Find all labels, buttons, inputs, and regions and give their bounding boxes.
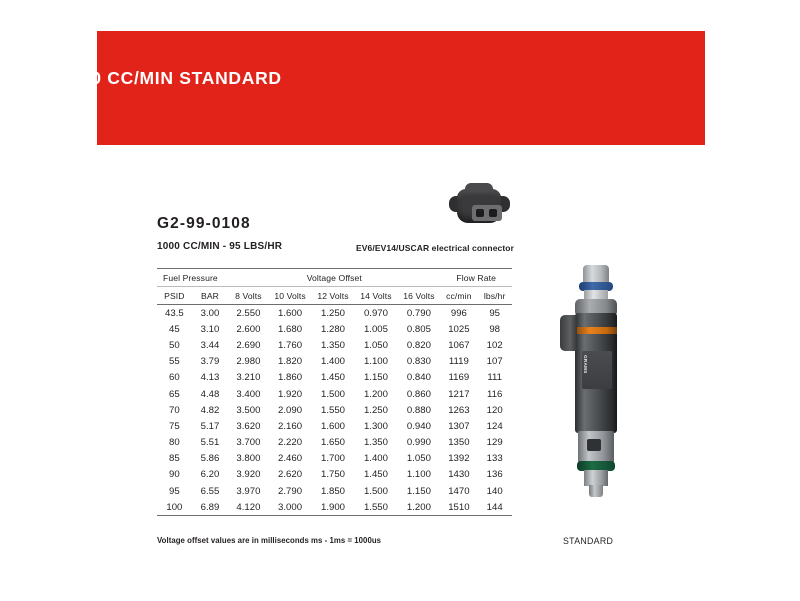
table-row [157, 451, 512, 467]
cell-8v: 4.120 [228, 499, 268, 516]
cell-lbshr: 129 [486, 437, 503, 449]
column-header-10-volts: 10 Volts [269, 287, 312, 305]
cell-8v: 2.550 [236, 307, 261, 319]
cell-10v: 2.460 [278, 453, 303, 465]
cell-bar: 4.82 [200, 404, 220, 416]
cell-14v: 1.400 [363, 453, 388, 465]
cell-bar: 6.55 [200, 485, 220, 497]
cell-12v: 1.280 [321, 323, 346, 335]
cell-10v: 1.920 [278, 388, 303, 400]
table-row [157, 499, 512, 516]
cell-14v: 1.350 [363, 437, 388, 449]
cell-16v: 0.840 [406, 372, 431, 384]
cell-12v: 1.850 [321, 485, 346, 497]
cell-16v: 0.860 [406, 388, 431, 400]
cell-14v: 1.250 [363, 404, 388, 416]
cell-10v: 1.680 [278, 323, 303, 335]
cell-bar: 4.13 [200, 372, 220, 384]
table-row [157, 305, 512, 322]
spec-table-body [157, 305, 512, 516]
table-row [157, 483, 512, 499]
injector-image [548, 263, 644, 531]
cell-bar: 6.89 [192, 499, 228, 516]
cell-lbshr: 120 [486, 404, 503, 416]
cell-10v: 1.820 [278, 356, 303, 368]
cell-ccmin: 1470 [448, 485, 470, 497]
cell-12v: 1.400 [321, 356, 346, 368]
group-header-fuel-pressure: Fuel Pressure [157, 269, 228, 287]
injector-tip-nozzle [589, 485, 603, 497]
spec-table [157, 268, 512, 516]
cell-16v: 0.805 [406, 323, 431, 335]
cell-psid: 80 [169, 437, 180, 449]
cell-10v: 3.000 [269, 499, 312, 516]
cell-psid: 55 [169, 356, 180, 368]
table-row [157, 418, 512, 434]
cell-8v: 2.690 [236, 339, 261, 351]
cell-lbshr: 136 [486, 469, 503, 481]
cell-psid: 75 [169, 420, 180, 432]
cell-14v: 1.500 [363, 485, 388, 497]
cell-14v: 1.200 [363, 388, 388, 400]
table-row [157, 435, 512, 451]
cell-14v: 1.100 [363, 356, 388, 368]
column-header-psid: PSID [157, 287, 192, 305]
cell-bar: 5.86 [200, 453, 220, 465]
cell-14v: 1.005 [363, 323, 388, 335]
cell-8v: 2.600 [236, 323, 261, 335]
connector-body [457, 189, 501, 223]
cell-8v: 3.700 [236, 437, 261, 449]
cell-psid: 45 [169, 323, 180, 335]
cell-lbshr: 111 [487, 372, 502, 384]
cell-ccmin: 1169 [448, 372, 470, 384]
cell-14v: 1.150 [363, 372, 388, 384]
cell-16v: 1.150 [406, 485, 431, 497]
cell-psid: 95 [169, 485, 180, 497]
cell-ccmin: 1263 [448, 404, 470, 416]
cell-12v: 1.450 [321, 372, 346, 384]
cell-16v: 0.830 [406, 356, 431, 368]
cell-10v: 1.860 [278, 372, 303, 384]
cell-bar: 5.51 [200, 437, 220, 449]
cell-bar: 6.20 [200, 469, 220, 481]
cell-psid: 65 [169, 388, 180, 400]
injector-top-cap [583, 265, 609, 283]
cell-8v: 3.800 [236, 453, 261, 465]
injector-tip-upper [584, 470, 608, 486]
cell-10v: 2.790 [278, 485, 303, 497]
spec-table-head [157, 269, 512, 305]
cell-12v: 1.500 [321, 388, 346, 400]
cell-ccmin: 1392 [448, 453, 470, 465]
table-row [157, 467, 512, 483]
injector-badge [587, 439, 601, 451]
cell-8v: 3.500 [236, 404, 261, 416]
cell-lbshr: 140 [486, 485, 503, 497]
cell-10v: 2.220 [278, 437, 303, 449]
cell-8v: 3.210 [236, 372, 261, 384]
group-header-flow-rate: Flow Rate [440, 269, 512, 287]
spec-table-wrapper [157, 268, 512, 516]
cell-16v: 0.880 [406, 404, 431, 416]
cell-ccmin: 1119 [448, 356, 469, 368]
cell-bar: 3.10 [200, 323, 220, 335]
cell-10v: 2.090 [278, 404, 303, 416]
column-header-ccmin: cc/min [440, 287, 477, 305]
connector-face [472, 205, 502, 221]
cell-10v: 1.600 [278, 307, 303, 319]
cell-14v: 1.300 [363, 420, 388, 432]
injector-caption: STANDARD [563, 536, 614, 546]
cell-ccmin: 1217 [448, 388, 470, 400]
cell-10v: 2.160 [278, 420, 303, 432]
cell-ccmin: 1510 [440, 499, 477, 516]
cell-lbshr: 107 [486, 356, 503, 368]
cell-ccmin: 996 [450, 307, 467, 319]
electrical-connector-image [449, 183, 511, 231]
cell-12v: 1.650 [321, 437, 346, 449]
column-header-row [157, 287, 512, 305]
injector-brand-label [582, 351, 612, 389]
table-row [157, 386, 512, 402]
cell-14v: 1.450 [363, 469, 388, 481]
table-row [157, 337, 512, 353]
cell-bar: 3.79 [200, 356, 220, 368]
column-header-12-volts: 12 Volts [312, 287, 355, 305]
cell-ccmin: 1307 [448, 420, 470, 432]
cell-16v: 1.050 [406, 453, 431, 465]
page-title: 1000 CC/MIN STANDARD [60, 68, 282, 88]
cell-psid: 43.5 [165, 307, 184, 319]
connector-pin-right [489, 209, 497, 217]
cell-lbshr: 133 [486, 453, 503, 465]
cell-lbshr: 102 [486, 339, 503, 351]
cell-psid: 60 [169, 372, 180, 384]
column-header-bar: BAR [192, 287, 228, 305]
cell-14v: 1.550 [354, 499, 397, 516]
cell-10v: 1.760 [278, 339, 303, 351]
cell-8v: 3.400 [236, 388, 261, 400]
cell-psid: 70 [169, 404, 180, 416]
cell-16v: 1.100 [406, 469, 431, 481]
cell-8v: 3.620 [236, 420, 261, 432]
cell-16v: 0.820 [406, 339, 431, 351]
part-number: G2-99-0108 [157, 215, 251, 232]
cell-bar: 4.48 [200, 388, 220, 400]
injector-retaining-clip [560, 315, 577, 351]
cell-16v: 0.790 [406, 307, 431, 319]
table-row [157, 354, 512, 370]
injector-orange-band [575, 327, 617, 334]
cell-12v: 1.900 [312, 499, 355, 516]
cell-ccmin: 1350 [448, 437, 470, 449]
table-row [157, 370, 512, 386]
column-header-16-volts: 16 Volts [397, 287, 440, 305]
table-footnote: Voltage offset values are in milliseconds ms - 1ms = 1000us [157, 536, 382, 545]
group-header-row [157, 269, 512, 287]
cell-lbshr: 124 [486, 420, 503, 432]
cell-psid: 85 [169, 453, 180, 465]
cell-12v: 1.600 [321, 420, 346, 432]
cell-12v: 1.750 [321, 469, 346, 481]
table-row [157, 321, 512, 337]
cell-14v: 0.970 [363, 307, 388, 319]
cell-bar: 3.00 [200, 307, 220, 319]
cell-8v: 3.920 [236, 469, 261, 481]
cell-14v: 1.050 [363, 339, 388, 351]
column-header-lbshr: lbs/hr [477, 287, 512, 305]
cell-ccmin: 1430 [448, 469, 470, 481]
group-header-voltage-offset: Voltage Offset [228, 269, 440, 287]
column-header-14-volts: 14 Volts [354, 287, 397, 305]
cell-12v: 1.350 [321, 339, 346, 351]
cell-lbshr: 95 [489, 307, 500, 319]
cell-bar: 5.17 [200, 420, 220, 432]
cell-lbshr: 98 [489, 323, 500, 335]
cell-10v: 2.620 [278, 469, 303, 481]
cell-8v: 2.980 [236, 356, 261, 368]
cell-psid: 50 [169, 339, 180, 351]
cell-12v: 1.700 [321, 453, 346, 465]
cell-psid: 90 [169, 469, 180, 481]
column-header-8-volts: 8 Volts [228, 287, 268, 305]
cell-16v: 0.940 [406, 420, 431, 432]
cell-16v: 1.200 [397, 499, 440, 516]
cell-psid: 100 [157, 499, 192, 516]
cell-ccmin: 1025 [448, 323, 470, 335]
part-subtitle: 1000 CC/MIN - 95 LBS/HR [157, 241, 283, 252]
cell-12v: 1.550 [321, 404, 346, 416]
connector-caption: EV6/EV14/USCAR electrical connector [356, 243, 514, 253]
cell-16v: 0.990 [406, 437, 431, 449]
cell-12v: 1.250 [321, 307, 346, 319]
cell-8v: 3.970 [236, 485, 261, 497]
injector-label-brand: GRAMS [583, 355, 588, 374]
cell-lbshr: 116 [487, 388, 503, 400]
table-row [157, 402, 512, 418]
cell-bar: 3.44 [200, 339, 220, 351]
connector-pin-left [476, 209, 484, 217]
cell-ccmin: 1067 [448, 339, 470, 351]
cell-lbshr: 144 [477, 499, 512, 516]
